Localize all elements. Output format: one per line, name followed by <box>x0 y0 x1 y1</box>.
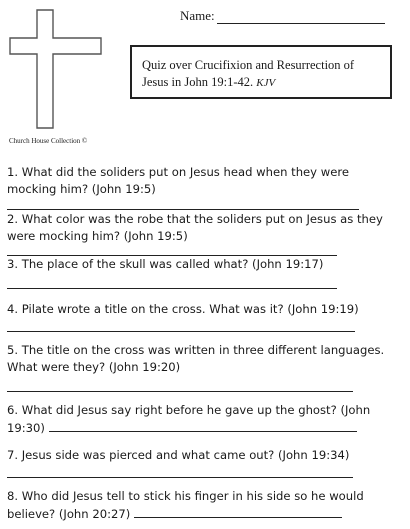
answer-line-4[interactable] <box>7 331 355 332</box>
question-7-line-1: 7. Jesus side was pierced and what came out? (John 19:34) <box>7 448 350 462</box>
name-field <box>180 8 385 24</box>
question-1-line-1: 1. What did the soliders put on Jesus head when they were <box>7 165 349 179</box>
cross-shape <box>10 10 101 128</box>
quiz-title-line-1: Quiz over Crucifixion and Resurrection of <box>142 58 355 72</box>
answer-line-1[interactable] <box>7 209 359 210</box>
answer-line-6[interactable] <box>49 419 357 432</box>
question-8-line-1: 8. Who did Jesus tell to stick his finger in his side so he would <box>7 489 364 503</box>
question-2-line-2: were mocking him? (John 19:5) <box>7 229 188 243</box>
bible-version: KJV <box>256 77 276 89</box>
cross-illustration <box>8 8 106 130</box>
answer-line-3[interactable] <box>7 288 337 289</box>
question-8 <box>7 488 407 523</box>
quiz-title-line-2: Jesus in John 19:1-42. KJV <box>142 75 276 89</box>
question-8-line-2: believe? (John 20:27) <box>7 505 407 523</box>
answer-line-5[interactable] <box>7 391 353 392</box>
question-1-line-2: mocking him? (John 19:5) <box>7 182 156 196</box>
question-3 <box>7 256 407 289</box>
quiz-title-box <box>130 45 392 99</box>
question-4 <box>7 301 407 332</box>
question-5-line-2: What were they? (John 19:20) <box>7 360 181 374</box>
credit-text: Church House Collection © <box>9 137 88 145</box>
question-2-line-1: 2. What color was the robe that the soliders put on Jesus as they <box>7 212 383 226</box>
question-4-line-1: 4. Pilate wrote a title on the cross. What was it? (John 19:19) <box>7 302 359 316</box>
name-blank-line[interactable] <box>217 11 385 24</box>
question-6 <box>7 402 407 437</box>
name-label: Name: <box>180 8 215 23</box>
answer-line-7[interactable] <box>7 477 353 478</box>
question-1 <box>7 164 407 210</box>
question-7 <box>7 447 407 478</box>
question-2 <box>7 211 407 256</box>
question-6-line-2: 19:30) <box>7 419 407 437</box>
question-6-line-1: 6. What did Jesus say right before he gave up the ghost? (John <box>7 403 371 417</box>
question-5-line-1: 5. The title on the cross was written in three different languages. <box>7 343 385 357</box>
question-5 <box>7 342 407 392</box>
question-3-line-1: 3. The place of the skull was called what? (John 19:17) <box>7 257 324 271</box>
answer-line-8[interactable] <box>134 505 342 518</box>
